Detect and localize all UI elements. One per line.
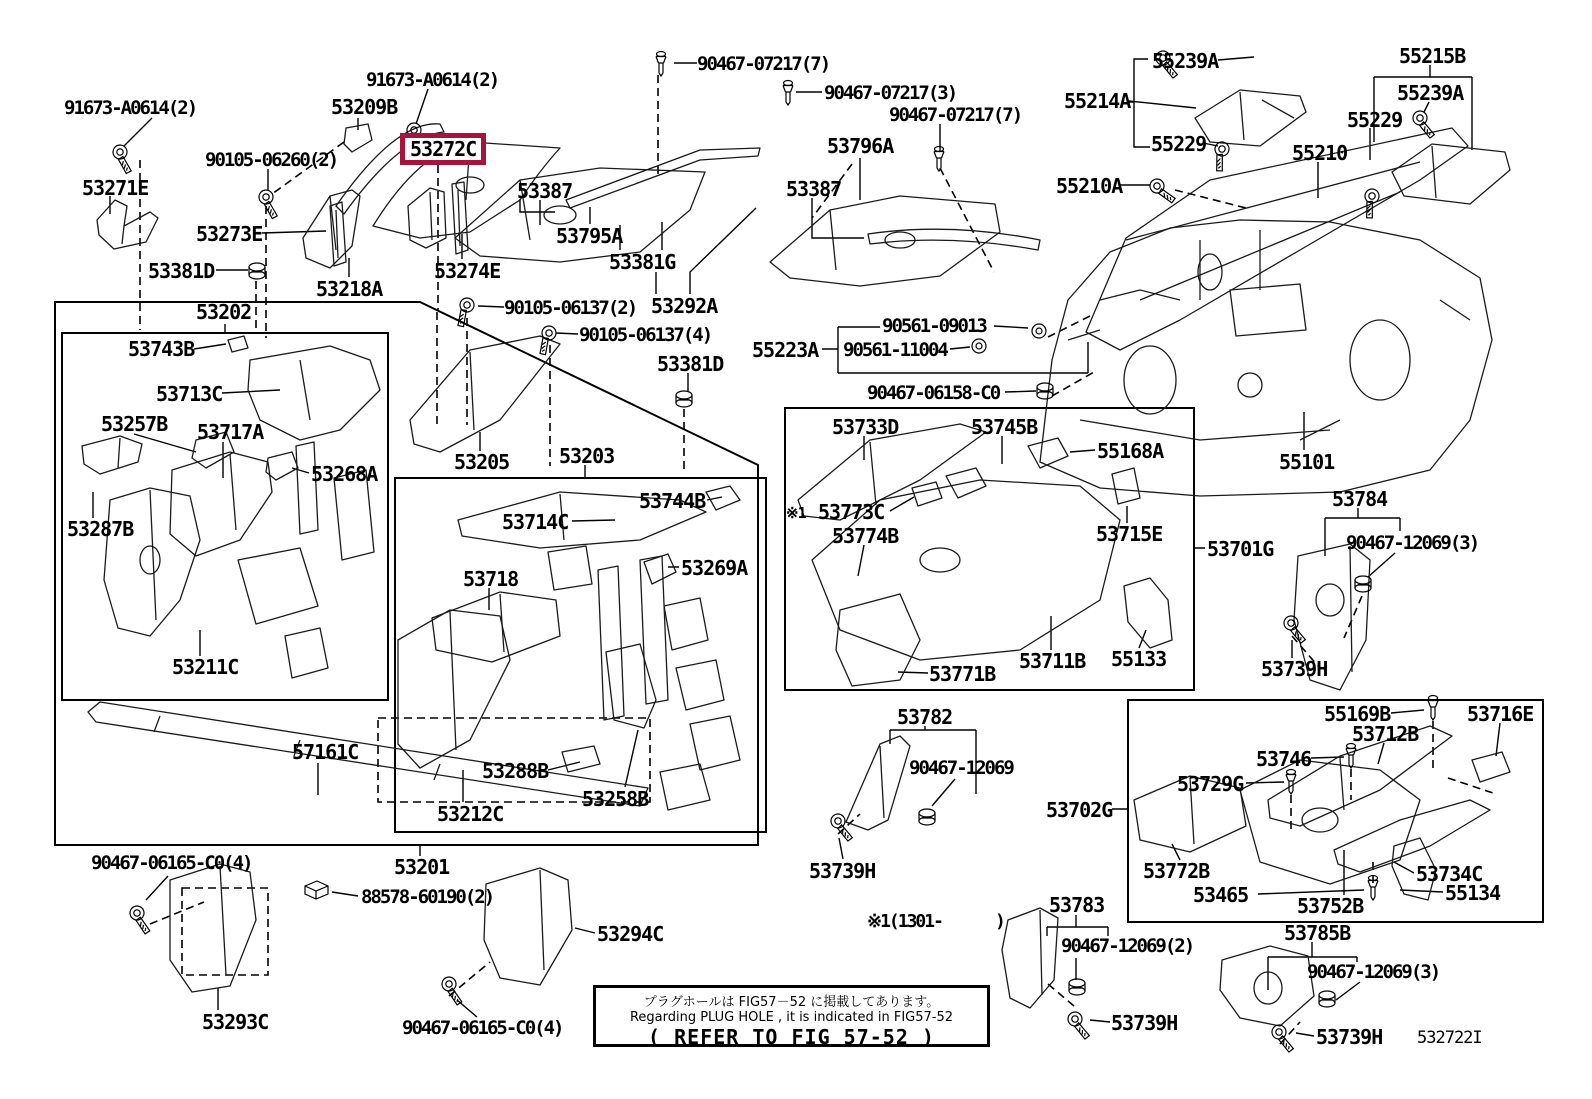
part-label-53733D: 53733D [832,415,899,439]
part-label-91673A06142: 91673-A0614(2) [366,69,499,91]
part-label-9056109013: 90561-09013 [882,315,986,337]
part-label-53774B: 53774B [832,524,899,548]
part-label-9046706165C04: 90467-06165-C0(4) [402,1017,563,1039]
part-label-53205: 53205 [454,450,510,474]
part-label-9046706158C0: 90467-06158-C0 [867,382,1000,404]
part-label-88578601902: 88578-60190(2) [361,886,494,908]
plug-hole-note [593,985,990,1047]
part-label-53744B: 53744B [639,489,706,513]
part-label-53782: 53782 [897,705,953,729]
part-label-53717A: 53717A [197,420,264,444]
clip-icon [1286,770,1296,795]
part-label-55229: 55229 [1151,132,1207,156]
part-label-55169B: 55169B [1324,702,1391,726]
bolt-icon [1148,178,1178,203]
part-label-90467120693: 90467-12069(3) [1307,961,1440,983]
part-label-53272C-highlighted: 53272C [400,133,486,165]
part-label-53287B: 53287B [67,517,134,541]
part-label-55223A: 55223A [752,338,819,362]
part-label-53739H: 53739H [809,859,876,883]
part-label-53273E: 53273E [196,222,263,246]
part-label-53712B: 53712B [1352,722,1419,746]
part-label-90467120692: 90467-12069(2) [1061,935,1194,957]
clip-icon [1346,744,1356,769]
screw-icon [252,187,286,220]
bolt-icon [534,324,561,356]
part-sketches [82,90,1510,1026]
part-label-53203: 53203 [559,444,615,468]
part-label-53745B: 53745B [971,415,1038,439]
note-line-ja: プラグホールは FIG57－52 に掲載してあります。 [643,995,940,1010]
part-label-53381G: 53381G [609,250,676,274]
part-label-53714C: 53714C [502,510,569,534]
part-label-53218A: 53218A [316,277,383,301]
part-label-53702G: 53702G [1046,798,1113,822]
part-label-53796A: 53796A [827,134,894,158]
part-label-55210A: 55210A [1056,174,1123,198]
clip-icon [656,52,666,77]
part-label-53715E: 53715E [1096,522,1163,546]
part-label-90105062602: 90105-06260(2) [205,149,338,171]
note-line-ref: ( REFER TO FIG 57-52 ) [648,1025,935,1049]
screw-icon [1267,1023,1300,1053]
part-label-53718: 53718 [463,567,519,591]
grommet-icon [1069,979,1085,995]
part-label-53743B: 53743B [128,337,195,361]
part-label-53268A: 53268A [311,462,378,486]
grommet-icon [1319,991,1335,1007]
part-label-53785B: 53785B [1284,921,1351,945]
grommet-icon [249,263,265,279]
part-label-53739H: 53739H [1111,1011,1178,1035]
group-boxes [55,302,1543,922]
part-label-53257B: 53257B [101,412,168,436]
nut-icon [972,339,986,353]
part-label-91673A06142: 91673-A0614(2) [64,97,197,119]
part-label-55229: 55229 [1347,108,1403,132]
part-label-55214A: 55214A [1064,89,1131,113]
part-label-53752B: 53752B [1297,894,1364,918]
part-label-53465: 53465 [1193,883,1249,907]
clip-icon [934,147,944,172]
part-label-53274E: 53274E [434,259,501,283]
part-label-55133: 55133 [1111,647,1167,671]
grommet-icon [676,391,692,407]
part-label-53258B: 53258B [582,787,649,811]
part-label-90467072177: 90467-07217(7) [697,53,830,75]
part-label-53713C: 53713C [156,382,223,406]
part-label-53387: 53387 [786,177,842,201]
part-label-53773C: 53773C [818,500,885,524]
part-label-90467072177: 90467-07217(7) [889,104,1022,126]
part-label-53783: 53783 [1049,893,1105,917]
clip-icon [783,81,793,106]
part-label-55134: 55134 [1445,881,1501,905]
part-label-53795A: 53795A [556,224,623,248]
part-label-53269A: 53269A [681,556,748,580]
part-label-53211C: 53211C [172,655,239,679]
part-label-53387: 53387 [517,179,573,203]
part-label-53784: 53784 [1332,487,1388,511]
part-label-1: ※1 [786,504,806,522]
part-label-53212C: 53212C [437,802,504,826]
grommet-icon [919,809,935,825]
note-line-en: Regarding PLUG HOLE , it is indicated in FIG57-52 [629,1010,954,1025]
screw-icon [124,903,158,935]
part-label-53711B: 53711B [1019,649,1086,673]
bracket-lines [520,59,1472,990]
part-label-53293C: 53293C [202,1010,269,1034]
part-label-53381D: 53381D [148,259,215,283]
part-label-57161C: 57161C [292,740,359,764]
part-label-90467120693: 90467-12069(3) [1346,532,1479,554]
part-label-90467072173: 90467-07217(3) [824,82,957,104]
part-label-11301: ※1(1301- ) [867,911,1004,932]
part-label-90105061372: 90105-06137(2) [504,297,637,319]
part-label-53771B: 53771B [929,662,996,686]
part-label-532722I: 532722I [1417,1028,1482,1048]
part-label-55210: 55210 [1292,141,1348,165]
part-label-55101: 55101 [1279,450,1335,474]
grommet-icon [1037,383,1053,399]
part-label-53701G: 53701G [1207,537,1274,561]
part-label-53746: 53746 [1256,747,1312,771]
part-label-53739H: 53739H [1261,657,1328,681]
part-label-9046706165C04: 90467-06165-C0(4) [91,852,252,874]
part-label-53739H: 53739H [1316,1025,1383,1049]
part-label-53729G: 53729G [1177,772,1244,796]
nut-icon [1032,324,1046,338]
part-label-55239A: 55239A [1397,81,1464,105]
part-label-55239A: 55239A [1152,49,1219,73]
screw-icon [1063,1010,1096,1040]
spacer-icon [305,881,328,899]
part-label-53209B: 53209B [331,95,398,119]
part-label-53271E: 53271E [82,176,149,200]
screw-icon [106,142,140,175]
part-label-53294C: 53294C [597,922,664,946]
part-label-53202: 53202 [196,300,252,324]
part-label-53772B: 53772B [1143,859,1210,883]
part-label-9046712069: 90467-12069 [909,757,1013,779]
part-label-55215B: 55215B [1399,44,1466,68]
screw-icon [436,974,470,1006]
part-label-53734C: 53734C [1416,862,1483,886]
part-label-53381D: 53381D [657,352,724,376]
part-label-53288B: 53288B [482,759,549,783]
part-label-55168A: 55168A [1097,439,1164,463]
part-label-9056111004: 90561-11004 [843,339,947,361]
part-label-53292A: 53292A [651,294,718,318]
box-53203 [395,478,766,832]
part-label-53201: 53201 [394,855,450,879]
screw-icon [826,812,859,842]
part-label-90105061374: 90105-06137(4) [579,324,712,346]
part-label-53716E: 53716E [1467,702,1534,726]
